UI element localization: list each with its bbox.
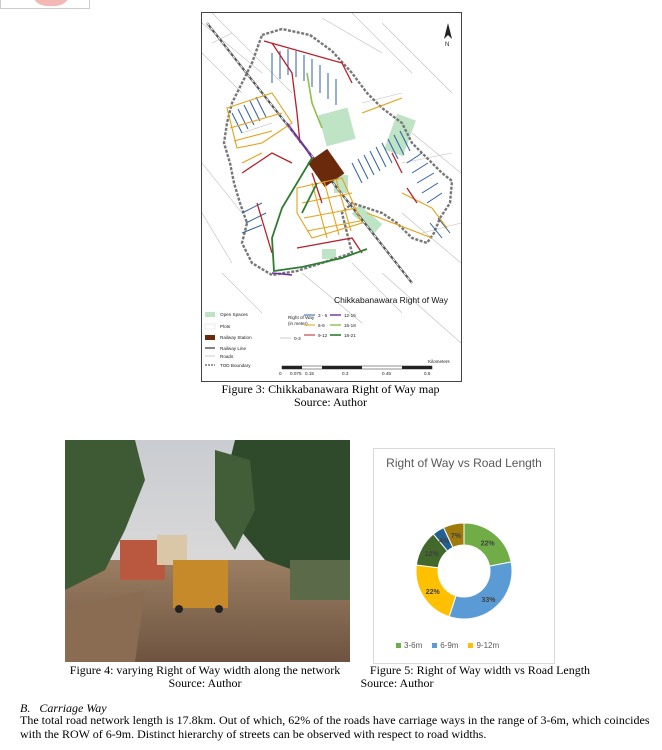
map-legend <box>205 312 450 376</box>
body-paragraph: The total road network length is 17.8km. Out of which, 62% of the roads have carriage ways in the range of 3-6m, which coincides with the ROW of 6-9m. Distinct hierarchy of streets can be observed with respect to road widths. <box>20 713 650 741</box>
section-heading: B. Carriage Way <box>20 701 107 715</box>
figure3-source: Source: Author <box>294 395 367 409</box>
legend-railway-station: Railway Station <box>220 335 252 340</box>
legend-class-9-12: 9-12 <box>318 333 328 338</box>
legend-row-heading-line2: (in meter) <box>288 321 308 326</box>
legend-item-9-12m: 9-12m <box>468 641 499 650</box>
legend-row-heading-line1: Right of Way <box>288 315 315 320</box>
row-vs-length-chart <box>373 448 555 664</box>
legend-class-6-9: 6-9 <box>318 323 325 328</box>
legend-class-15-18: 15-18 <box>344 323 356 328</box>
donut-label-3-6m: 22% <box>480 540 495 548</box>
figure4-caption: Figure 4: varying Right of Way width along the network <box>69 663 341 677</box>
figure5-source: Source: Author <box>360 676 434 690</box>
legend-class-12-15: 12-15 <box>344 313 356 318</box>
svg-text:N: N <box>445 42 450 48</box>
north-arrow-icon <box>444 23 452 48</box>
chart-legend <box>396 641 499 650</box>
scale-unit: Kilometers <box>428 359 450 364</box>
donut-label-6-9m: 33% <box>481 596 496 604</box>
legend-class-3-6: 3 - 6 <box>318 313 328 318</box>
legend-class-18-21: 18-21 <box>344 333 356 338</box>
header-logo-fragment <box>0 0 90 9</box>
map-drawing <box>202 13 461 381</box>
legend-tod-boundary: TOD Boundary <box>220 363 251 368</box>
donut-label-12-15m: 12% <box>424 551 439 559</box>
scale-bar <box>279 359 450 376</box>
scale-label: 0.6 <box>424 371 431 376</box>
legend-item-6-9m: 6-9m <box>432 641 458 650</box>
scale-label: 0.15 <box>305 371 314 376</box>
donut-label-9-12m: 22% <box>425 588 440 596</box>
figure4-source: Source: Author <box>168 676 242 690</box>
logo-shape <box>31 0 71 6</box>
right-of-way-map <box>201 12 462 382</box>
figure5-caption: Figure 5: Right of Way width vs Road Length <box>369 663 591 677</box>
scale-label: 0.3 <box>342 371 349 376</box>
legend-railway-line: Railway Line <box>220 346 247 351</box>
scale-label: 0.45 <box>382 371 391 376</box>
donut-slice-6-9m <box>449 562 512 619</box>
legend-open-spaces: Open Spaces <box>220 312 248 317</box>
legend-roads: Roads <box>220 354 234 359</box>
scale-label: 0.075 <box>290 371 302 376</box>
legend-item-3-6m: 3-6m <box>396 641 422 650</box>
donut-label-18-21m: 7% <box>450 532 461 540</box>
chart-title: Right of Way vs Road Length <box>386 456 542 470</box>
map-title: Chikkabanawara Right of Way <box>334 295 449 305</box>
figure3-caption: Figure 3: Chikkabanawara Right of Way map <box>221 382 440 396</box>
scale-label: 0 <box>279 371 282 376</box>
legend-plots: Plots <box>220 324 231 329</box>
donut-label-15-18m: 4% <box>439 537 450 545</box>
legend-class-0-3: 0-3 <box>294 336 301 341</box>
street-photo <box>65 440 350 662</box>
